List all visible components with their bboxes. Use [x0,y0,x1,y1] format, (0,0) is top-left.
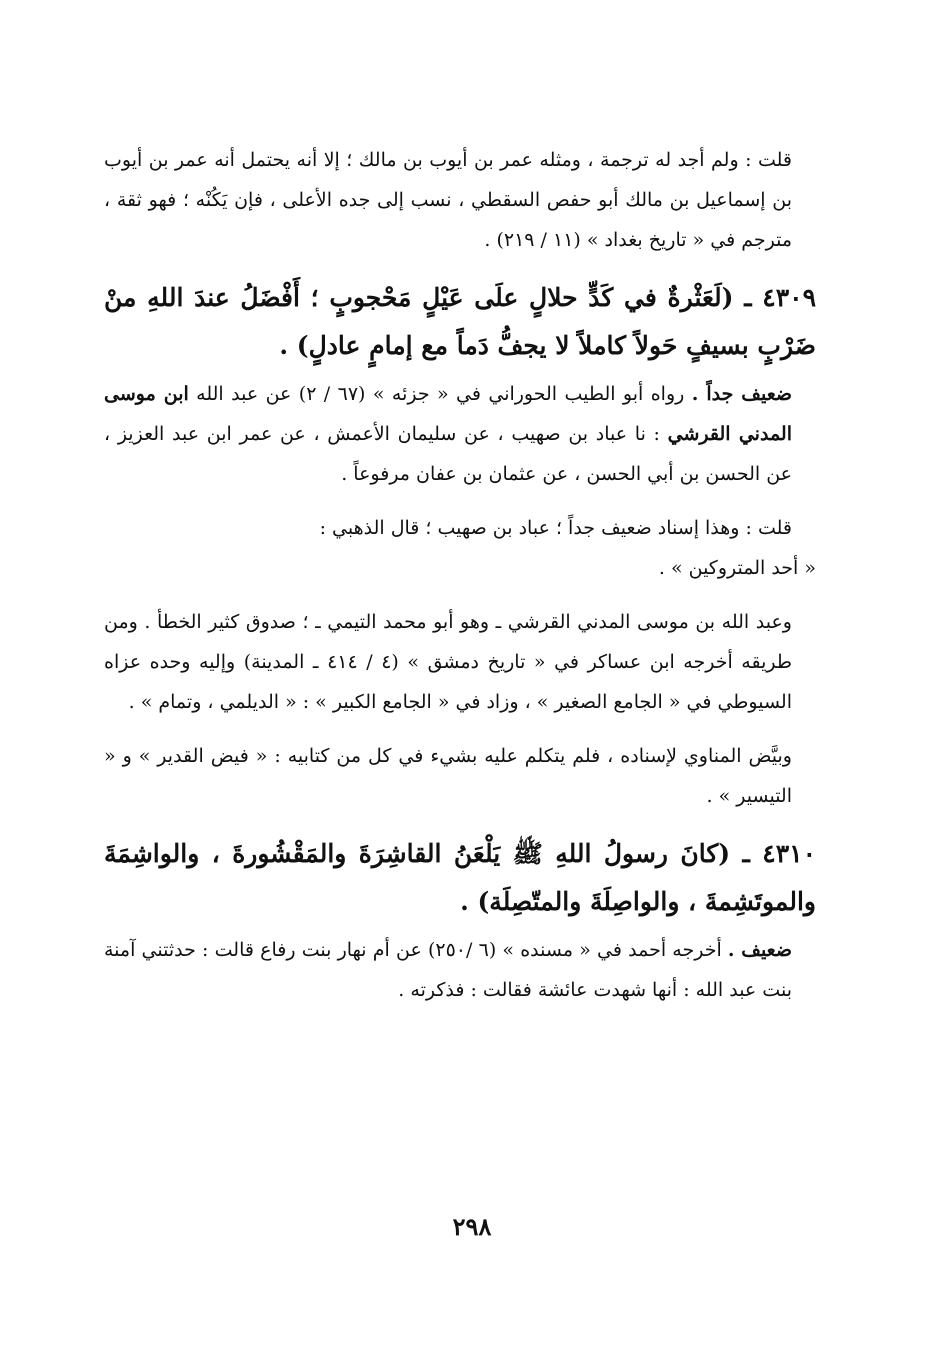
grading-text: أخرجه أحمد في « مسنده » (٦ /٢٥٠) عن أم نهار بنت رفاع قالت : حدثتني آمنة بنت عبد الله : أنها شهدت عائشة فقالت : فذكرته . [104,939,792,1001]
grading-text-tail: : نا عباد بن صهيب ، عن سليمان الأعمش ، عن عمر ابن عبد العزيز ، عن الحسن بن أبي الحسن ، عن عثمان بن عفان مرفوعاً . [104,423,792,485]
hadith-heading-4309: ٤٣٠٩ ـ (لَعَثْرةٌ في كَدٍّ حلالٍ علَى عَيْلٍ مَحْجوبٍ ؛ أَفْضَلُ عندَ اللهِ منْ ضَرْبٍ بسيفٍ حَولاً كاملاً لا يجفُّ دَماً مع إمامٍ عادلٍ) . [104,283,816,360]
hadith-heading-4310: ٤٣١٠ ـ (كانَ رسولُ اللهِ ﷺ يَلْعَنُ القاشِرَةَ والمَقْشُورةَ ، والواشِمَةَ والموتَشِمةَ ، والواصِلَةَ والمتّصِلَة) . [104,839,816,916]
paragraph-grading-4310 [104,930,816,1010]
grading-label: ضعيف جداً . [691,383,792,405]
paragraph-quote: « أحد المتروكين » . [658,557,816,579]
paragraph-note-3: وعبد الله بن موسى المدني القرشي ـ وهو أبو محمد التيمي ـ ؛ صدوق كثير الخطأ . ومن طريقه أخرجه ابن عساكر في « تاريخ دمشق » (٤ / ٤١٤ ـ المدينة) وإليه وحده عزاه السيوطي في « الجامع الصغير » ، وزاد في « الجامع الكبير » : « الديلمي ، وتمام » . [104,611,792,713]
paragraph-note-4: وبيَّض المناوي لإسناده ، فلم يتكلم عليه بشيء في كل من كتابيه : « فيض القدير » و « التيسير » . [104,745,792,807]
page-number: ٢٩٨ [452,1212,492,1241]
paragraph-grading-4309 [104,374,816,494]
paragraph-note-1: قلت : ولم أجد له ترجمة ، ومثله عمر بن أيوب بن مالك ؛ إلا أنه يحتمل أنه عمر بن أيوب بن إسماعيل بن مالك أبو حفص السقطي ، نسب إلى جده الأعلى ، فإن يَكُنْه ؛ فهو ثقة ، مترجم في « تاريخ بغداد » (١١ / ٢١٩) . [104,149,792,251]
page-body [104,140,816,1010]
narrator-name: ابن موسى المدني القرشي [104,383,792,445]
paragraph-note-2: قلت : وهذا إسناد ضعيف جداً ؛ عباد بن صهيب ؛ قال الذهبي : [319,517,792,539]
grading-label: ضعيف . [727,939,792,961]
grading-text: رواه أبو الطيب الحوراني في « جزئه » (٦٧ / ٢) عن عبد الله [188,383,685,405]
